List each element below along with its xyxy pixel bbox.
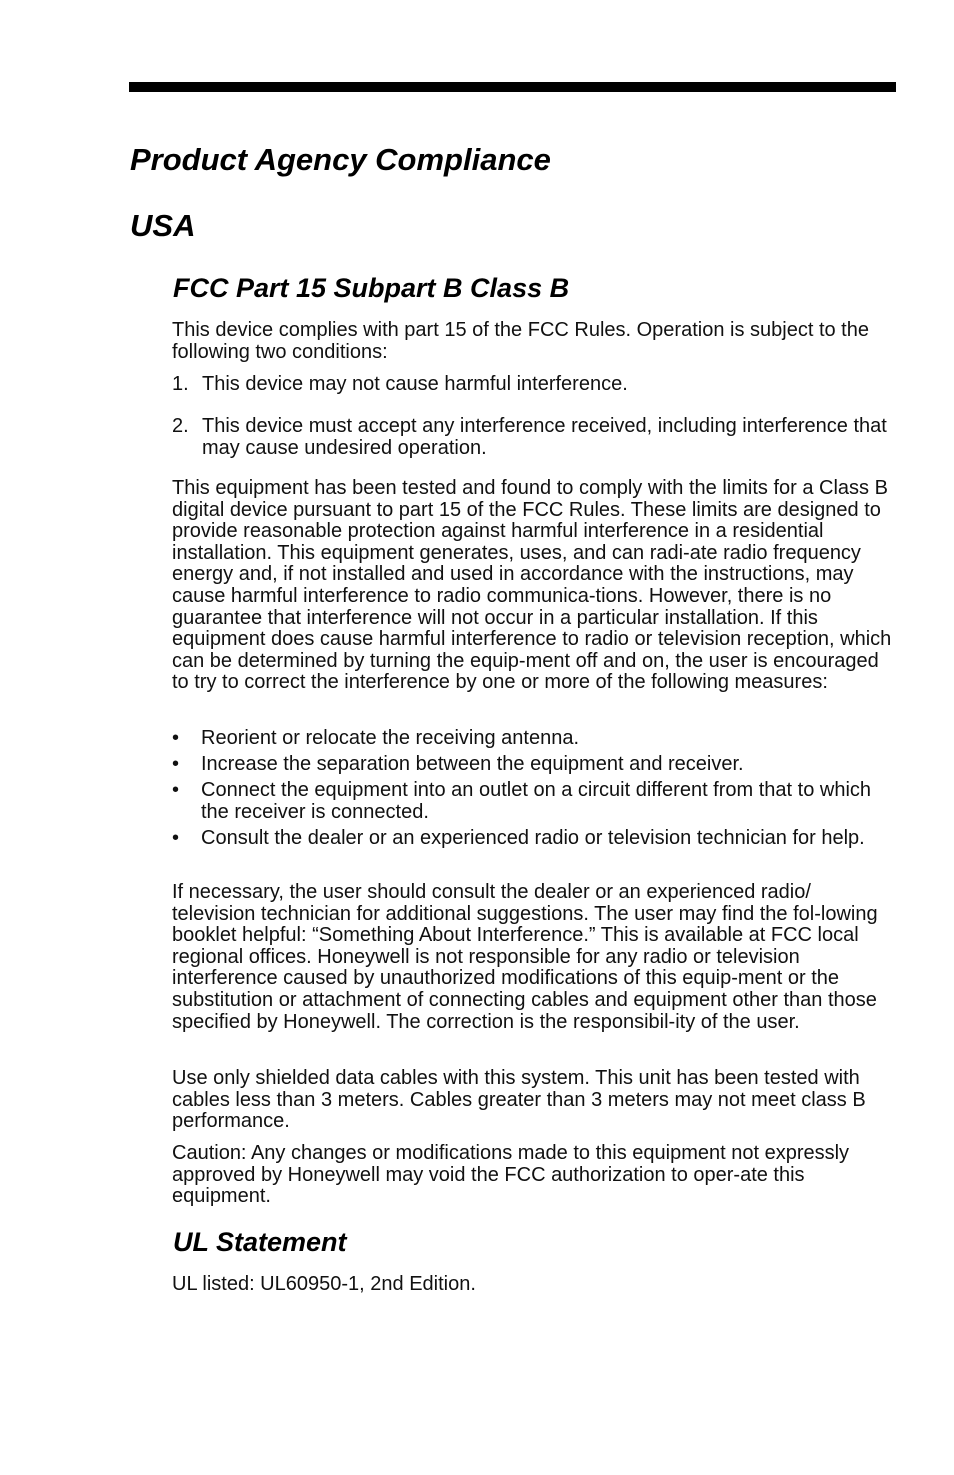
measure-item-2 [172,754,892,776]
measure-item-4 [172,828,892,850]
measure-item-1 [172,728,892,750]
condition-text: This device must accept any interference received, including interference that may cause undesired operation. [202,415,887,459]
fcc-heading: FCC Part 15 Subpart B Class B [173,273,570,303]
condition-number: 1. [172,373,189,395]
fcc-consult-paragraph: If necessary, the user should consult the dealer or an experienced radio/ television technician for additional suggestions. The user may find the fol-lowing booklet helpful: “Something About Interference.” This is available at FCC local regional offices. Honeywell is not responsible for any radio or television interference caused by unauthorized modifications of this equip-ment or the substitution or attachment of connecting cables and equipment other than those specified by Honeywell. The correction is the responsibil-ity of the user. [172,881,878,1033]
measure-item-3 [172,780,892,823]
bullet-icon: • [172,827,180,849]
measure-text: Reorient or relocate the receiving antenna. [201,727,580,749]
condition-item-2 [172,416,892,459]
ul-heading: UL Statement [173,1227,347,1257]
top-rule-bar [129,82,896,92]
condition-text: This device may not cause harmful interference. [202,373,628,395]
ul-statement-text: UL listed: UL60950-1, 2nd Edition. [172,1273,476,1295]
measure-text: Connect the equipment into an outlet on a circuit different from that to which the receiver is connected. [201,779,872,823]
bullet-icon: • [172,753,180,775]
condition-item-1 [172,374,892,396]
fcc-cables-paragraph: Use only shielded data cables with this system. This unit has been tested with cables less than 3 meters. Cables greater than 3 meters may not meet class B performance. [172,1067,866,1133]
page-title: Product Agency Compliance [130,142,551,177]
bullet-icon: • [172,779,180,801]
measure-text: Increase the separation between the equipment and receiver. [201,753,744,775]
measure-text: Consult the dealer or an experienced radio or television technician for help. [201,827,865,849]
fcc-tested-paragraph: This equipment has been tested and found to comply with the limits for a Class B digital device pursuant to part 15 of the FCC Rules. These limits are designed to provide reasonable protection against harmful interference in a residential installation. This equipment generates, uses, and can radi-ate radio frequency energy and, if not installed and used in accordance with the instructions, may cause harmful interference to radio communica-tions. However, there is no guarantee that interference will not occur in a particular installation. If this equipment does cause harmful interference to radio or television reception, which can be determined by turning the equip-ment off and on, the user is encouraged to try to correct the interference by one or more of the following measures: [172,477,892,694]
bullet-icon: • [172,727,180,749]
fcc-intro-paragraph: This device complies with part 15 of the FCC Rules. Operation is subject to the following two conditions: [172,319,869,363]
condition-number: 2. [172,415,189,437]
fcc-caution-paragraph: Caution: Any changes or modifications made to this equipment not expressly approved by Honeywell may void the FCC authorization to oper-ate this equipment. [172,1142,850,1208]
region-heading: USA [130,208,196,243]
